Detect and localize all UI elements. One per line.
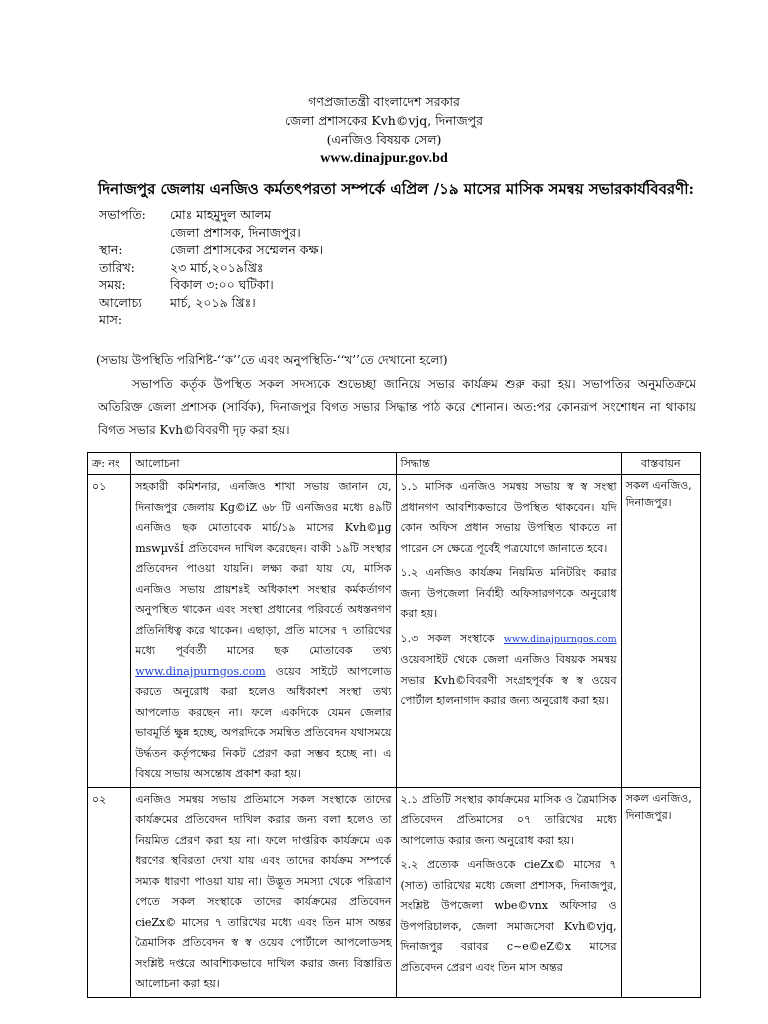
discussion-text: সহকারী কমিশনার, এনজিও শাখা সভায় জানান যে, দিনাজপুর জেলায় Kg©iZ ৬৮ টি এনজিওর মধ্যে ৪৯টি এনজিও ছক মোতাবেক মার্চ/১৯ মাসের Kvh©µg mswµvšÍ প্রতিবেদন দাখিল করেছেন। বাকী ১৯টি সংস্থার প্রতিবেদন পাওয়া যায়নি। লক্ষ্য করা যায় যে, মাসিক এনজিও সভায় প্রায়শঃই অধিকাংশ সংস্থার কর্মকর্তাগণ অনুপস্থিত থাকেন এবং সংস্থা প্রধানের পরিবর্তে অধস্তনগণ প্রতিনিধিত্ব করে থাকেন। এছাড়া, প্রতি মাসের ৭ তারিখের মধ্যে পূর্ববর্তী মাসের ছক মোতাবেক তথ্য <box>135 480 392 657</box>
meta-row-month <box>99 294 470 312</box>
meta-value: মার্চ, ২০১৯ খ্রিঃ। <box>170 294 256 310</box>
meta-key: স্থান: <box>99 242 123 257</box>
decision-item: ১.২ এনজিও কার্যক্রম নিয়মিত মনিটরিং করার জন্য উপজেলা নির্বাহী অফিসারগণকে অনুরোধ করা হয়। <box>400 566 617 620</box>
table-header-row <box>88 453 701 475</box>
meta-key <box>99 224 170 242</box>
meeting-info <box>99 206 470 329</box>
meta-key: তারিখ: <box>99 259 135 275</box>
attendance-note: (সভায় উপস্থিতি পরিশিষ্ট-‘‘ক’’তে এবং অনুপস্থিতি-‘‘খ’’তে দেখানো হলো) <box>96 353 448 367</box>
meta-value: ২৩ মার্চ,২০১৯খ্রিঃ <box>170 259 264 275</box>
discussion-cell <box>131 475 396 788</box>
decision-text: ওয়েবসাইট থেকে জেলা এনজিও বিষয়ক সমন্বয় সভার Kvh©বিবরণী সংগ্রহপূর্বক স্ব স্ব ওয়েব পোর্টাল হালনাগাদ করার জন্য অনুরোধ করা হয়। <box>400 653 617 707</box>
meta-key: আলোচ্য <box>99 294 142 310</box>
meta-row-chair-title <box>99 224 470 242</box>
website-url[interactable]: www.dinajpur.gov.bd <box>320 151 448 166</box>
meta-key: সময়: <box>99 277 126 292</box>
meta-row-date <box>99 259 470 277</box>
decision-item: ১.১ মাসিক এনজিও সমন্বয় সভায় স্ব স্ব সংস্থা প্রধানগণ আবশ্যিকভাবে উপস্থিত থাকবেন। যদি কোন অফিস প্রধান সভায় উপস্থিত থাকতে না পারেন সে ক্ষেত্রে পূর্বেই পত্রযোগে জানাতে হবে। <box>400 480 617 555</box>
discussion-text: ওয়েব সাইটে আপলোড করতে অনুরোধ করা হলেও অধিকাংশ সংস্থা তথ্য আপলোড করছেন না। ফলে একদিকে যেমন জেলার ভাবমূর্তি ক্ষুন্ন হচ্ছে, অপরদিকে সমন্বিত প্রতিবেদন যথাসময়ে উর্দ্ধতন কর্তৃপক্ষের নিকট প্রেরণ করা সম্ভব হচ্ছে না। এ বিষয়ে সভায় অসন্তোষ প্রকাশ করা হয়। <box>135 664 392 780</box>
serial-cell: ০১ <box>88 475 131 788</box>
meta-value <box>170 311 470 329</box>
decision-item: ২.২ প্রত্যেক এনজিওকে cieZx© মাসের ৭ (সাত) তারিখের মধ্যে জেলা প্রশাসক, দিনাজপুর, সংশ্লিষ্ট উপজেলা wbe©vnx অফিসার ও উপপরিচালক, জেলা সমাজসেবা Kvh©vjq, দিনাজপুর বরাবর c~e©eZ©x মাসের প্রতিবেদন প্রেরণ এবং তিন মাস অন্তর <box>400 858 617 974</box>
office-name: জেলা প্রশাসকের Kvh©vjq, দিনাজপুর <box>284 113 483 128</box>
minutes-table <box>87 452 701 998</box>
meta-row-chair <box>99 206 470 224</box>
decision-text: ১.৩ সকল সংস্থাকে <box>400 631 495 645</box>
website-link[interactable]: www.dinajpurngos.com <box>135 664 266 678</box>
decision-item <box>401 629 617 712</box>
discussion-cell: এনজিও সমন্বয় সভায় প্রতিমাসে সকল সংস্থাকে তাদের কার্যক্রমের প্রতিবেদন দাখিল করার জন্য বলা হলেও তা নিয়মিত প্রেরণ করা হয় না। ফলে দাপ্তরিক কার্যক্রমে এক ধরণের স্থবিরতা দেখা যায় এবং তাদের কার্যক্রম সম্পর্কে সম্যক ধারণা পাওয়া যায় না। উদ্ভূত সমস্যা থেকে পরিত্রাণ পেতে সকল সংস্থাকে তাদের কার্যক্রমের প্রতিবেদন cieZx© মাসের ৭ তারিখের মধ্যে এবং তিন মাস অন্তর ত্রৈমাসিক প্রতিবেদন স্ব স্ব ওয়েব পোর্টালে আপলোডসহ সংশ্লিষ্ট দপ্তরে আবশ্যিকভাবে দাখিল করার জন্য বিস্তারিত আলোচনা করা হয়। <box>131 787 396 997</box>
meta-key: সভাপতি: <box>99 207 146 222</box>
letterhead <box>0 92 768 168</box>
meta-value: জেলা প্রশাসক, দিনাজপুর। <box>170 224 301 240</box>
meta-value: মোঃ মাহমুদুল আলম <box>170 207 272 222</box>
implementation-cell: সকল এনজিও, দিনাজপুর। <box>621 475 700 788</box>
meta-row-time <box>99 276 470 294</box>
cell-name: (এনজিও বিষয়ক সেল) <box>326 132 442 147</box>
meta-value: জেলা প্রশাসকের সম্মেলন কক্ষ। <box>170 242 324 257</box>
intro-paragraph: সভাপতি কর্তৃক উপস্থিত সকল সদস্যকে শুভেচ্ছা জানিয়ে সভার কার্যক্রম শুরু করা হয়। সভাপতির অনুমতিক্রমে অতিরিক্ত জেলা প্রশাসক (সার্বিক), দিনাজপুর বিগত সভার সিদ্ধান্ত পাঠ করে শোনান। অত:পর কোনরূপ সংশোধন না থাকায় বিগত সভার Kvh©বিবরণী দৃঢ় করা হয়। <box>98 377 696 437</box>
meta-row-month-cont <box>99 311 470 329</box>
meta-value: বিকাল ৩:০০ ঘটিকা। <box>170 277 274 292</box>
meta-key: মাস: <box>99 312 123 327</box>
serial-cell: ০২ <box>88 787 131 997</box>
decision-item: ২.১ প্রতিটি সংস্থার কার্যক্রমের মাসিক ও ত্রৈমাসিক প্রতিবেদন প্রতিমাসের ০৭ তারিখের মধ্যে আপলোড করার জন্য অনুরোধ করা হয়। <box>400 792 617 847</box>
website-link[interactable]: www.dinajpurngos.com <box>503 633 617 645</box>
government-name: গণপ্রজাতন্ত্রী বাংলাদেশ সরকার <box>308 94 460 109</box>
document-title: দিনাজপুর জেলায় এনজিও কর্মতৎপরতা সম্পর্কে এপ্রিল /১৯ মাসের মাসিক সমন্বয় সভারকার্যবিবরণী: <box>98 180 695 198</box>
header-decision: সিদ্ধান্ত <box>396 453 621 475</box>
implementation-cell: সকল এনজিও, দিনাজপুর। <box>621 787 700 997</box>
header-discussion: আলোচনা <box>131 453 396 475</box>
decision-cell <box>396 475 621 788</box>
header-serial: ক্র: নং <box>88 453 131 475</box>
table-row <box>88 787 701 997</box>
header-implementation: বাস্তবায়ন <box>621 453 700 475</box>
decision-cell <box>396 787 621 997</box>
meta-row-venue <box>99 241 470 259</box>
table-row <box>88 475 701 788</box>
